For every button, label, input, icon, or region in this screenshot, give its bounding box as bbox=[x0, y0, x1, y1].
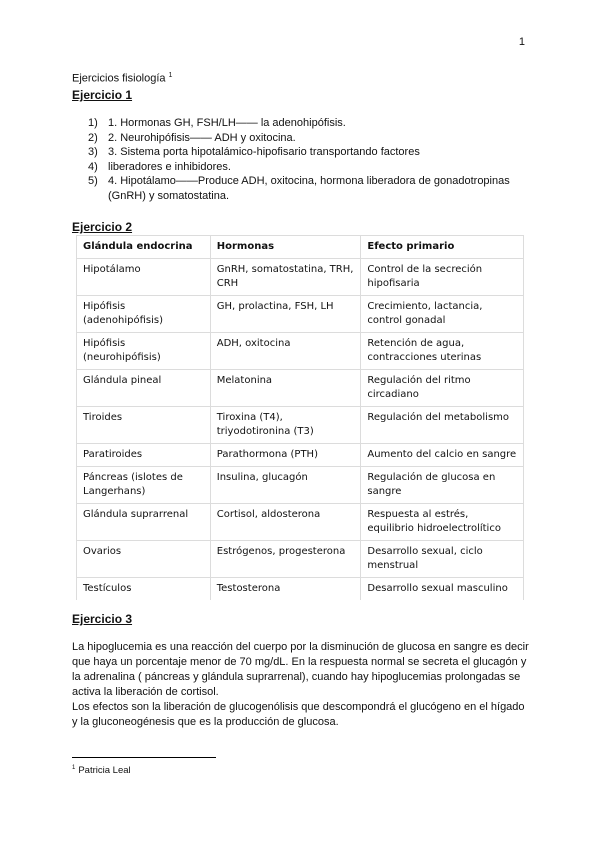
table-cell: Retención de agua, contracciones uterinas bbox=[361, 333, 524, 370]
list-item-number: 1) bbox=[88, 117, 98, 129]
table-cell: GH, prolactina, FSH, LH bbox=[210, 296, 361, 333]
footnote-divider bbox=[72, 757, 216, 758]
list-item bbox=[88, 174, 528, 203]
document-title-text: Ejercicios fisiología bbox=[72, 72, 166, 85]
table-row bbox=[77, 259, 524, 296]
table-cell: Glándula pineal bbox=[77, 370, 211, 407]
table-cell: Glándula suprarrenal bbox=[77, 504, 211, 541]
table-row bbox=[77, 467, 524, 504]
list-item-text: 3. Sistema porta hipotalámico-hipofisario transportando factores bbox=[108, 146, 420, 158]
list-item-number: 3) bbox=[88, 146, 98, 158]
table-row bbox=[77, 370, 524, 407]
table-row bbox=[77, 296, 524, 333]
list-item bbox=[88, 145, 528, 160]
table-row bbox=[77, 333, 524, 370]
table-cell: Páncreas (islotes de Langerhans) bbox=[77, 467, 211, 504]
table-cell: Testículos bbox=[77, 578, 211, 601]
table-cell: Estrógenos, progesterona bbox=[210, 541, 361, 578]
exercise-1-list bbox=[88, 116, 528, 203]
table-cell: Hipotálamo bbox=[77, 259, 211, 296]
footnote-text: Patricia Leal bbox=[78, 765, 131, 777]
table-cell: Desarrollo sexual, ciclo menstrual bbox=[361, 541, 524, 578]
table-cell: Parathormona (PTH) bbox=[210, 444, 361, 467]
table-cell: Regulación del metabolismo bbox=[361, 407, 524, 444]
table-cell: Insulina, glucagón bbox=[210, 467, 361, 504]
exercise-3-heading: Ejercicio 3 bbox=[72, 612, 133, 626]
table-cell: Desarrollo sexual masculino bbox=[361, 578, 524, 601]
table-cell: GnRH, somatostatina, TRH, CRH bbox=[210, 259, 361, 296]
table-cell: Regulación del ritmo circadiano bbox=[361, 370, 524, 407]
table-cell: Respuesta al estrés, equilibrio hidroelectrolítico bbox=[361, 504, 524, 541]
column-header: Efecto primario bbox=[361, 236, 524, 259]
exercise-2-heading: Ejercicio 2 bbox=[72, 220, 133, 234]
table-cell: Hipófisis (adenohipófisis) bbox=[77, 296, 211, 333]
table-cell: Aumento del calcio en sangre bbox=[361, 444, 524, 467]
table-row bbox=[77, 541, 524, 578]
table-cell: Tiroxina (T4), triyodotironina (T3) bbox=[210, 407, 361, 444]
exercise-3-text bbox=[72, 640, 532, 730]
table-row bbox=[77, 444, 524, 467]
table-cell: Melatonina bbox=[210, 370, 361, 407]
paragraph: Los efectos son la liberación de glucogenólisis que descompondrá el glucógeno en el hígado y la gluconeogénesis que es la producción de glucosa. bbox=[72, 701, 525, 728]
list-item-number: 2) bbox=[88, 131, 98, 144]
table-cell: Paratiroides bbox=[77, 444, 211, 467]
table-cell: Cortisol, aldosterona bbox=[210, 504, 361, 541]
column-header: Hormonas bbox=[210, 236, 361, 259]
list-item-text: liberadores e inhibidores. bbox=[108, 160, 231, 173]
table-header-row bbox=[77, 236, 524, 259]
column-header: Glándula endocrina bbox=[77, 236, 211, 259]
table-row bbox=[77, 504, 524, 541]
footnote-marker: 1 bbox=[72, 765, 76, 771]
list-item bbox=[88, 131, 528, 146]
table-row bbox=[77, 578, 524, 601]
table-cell: Tiroides bbox=[77, 407, 211, 444]
table-cell: Ovarios bbox=[77, 541, 211, 578]
list-item-text: 2. Neurohipófisis—— ADH y oxitocina. bbox=[108, 131, 296, 144]
page-number: 1 bbox=[518, 36, 525, 48]
document-title bbox=[72, 72, 172, 85]
footnote-reference[interactable]: 1 bbox=[168, 72, 173, 79]
table-row bbox=[77, 407, 524, 444]
exercise-1-heading: Ejercicio 1 bbox=[72, 88, 133, 102]
list-item-number: 4) bbox=[88, 160, 98, 173]
list-item-number: 5) bbox=[88, 175, 98, 187]
table-cell: ADH, oxitocina bbox=[210, 333, 361, 370]
list-item bbox=[88, 116, 528, 131]
paragraph: La hipoglucemia es una reacción del cuerpo por la disminución de glucosa en sangre es decir que haya un porcentaje menor de 70 mg/dL. En la respuesta normal se secreta el glucagón y la adrenalina ( páncreas y glándula suprarrenal), cuando hay hipoglucemias prolongadas se activa la liberación de cortisol. bbox=[72, 641, 529, 698]
table-cell: Regulación de glucosa en sangre bbox=[361, 467, 524, 504]
list-item-text: 1. Hormonas GH, FSH/LH—— la adenohipófisis. bbox=[108, 117, 346, 129]
list-item bbox=[88, 160, 528, 175]
table-cell: Hipófisis (neurohipófisis) bbox=[77, 333, 211, 370]
list-item-text: 4. Hipotálamo——Produce ADH, oxitocina, hormona liberadora de gonadotropinas (GnRH) y somatostatina. bbox=[108, 175, 510, 202]
table-cell: Testosterona bbox=[210, 578, 361, 601]
table-cell: Crecimiento, lactancia, control gonadal bbox=[361, 296, 524, 333]
endocrine-table bbox=[76, 235, 524, 601]
footnote bbox=[72, 765, 131, 776]
table-cell: Control de la secreción hipofisaria bbox=[361, 259, 524, 296]
